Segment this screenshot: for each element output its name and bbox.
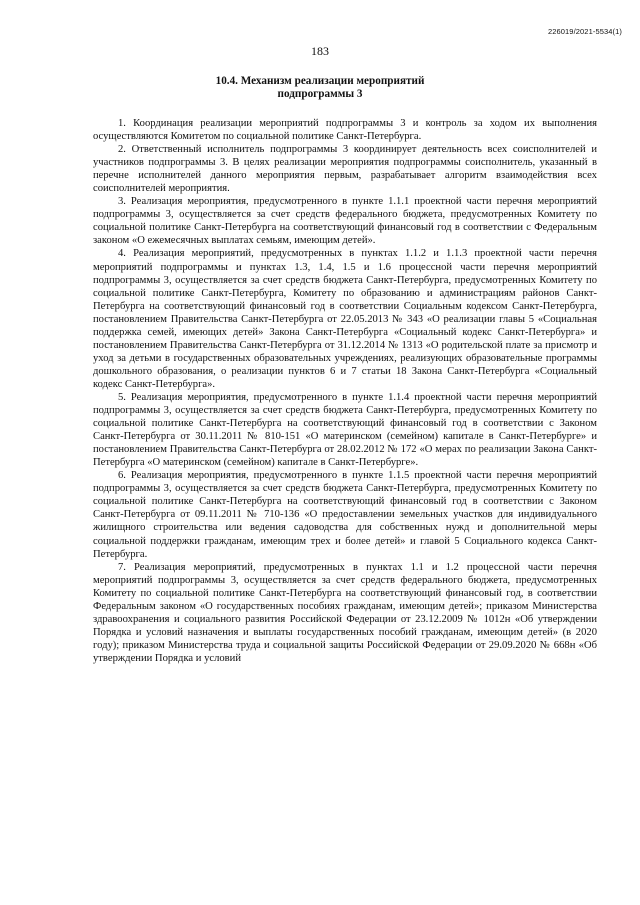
section-title-line-2: подпрограммы 3 [277, 88, 363, 100]
document-id: 226019/2021-5534(1) [547, 27, 622, 36]
paragraph: 4. Реализация мероприятий, предусмотренных в пунктах 1.1.2 и 1.1.3 проектной части перечня мероприятий подпрограммы и пунктах 1.3, 1.4, 1.5 и 1.6 процессной части перечня мероприятий подпрограммы 3, осуществляется за счет средств бюджета Санкт-Петербурга, предусмотренных Комитету по социальной политике Санкт-Петербурга, Комитету по образованию и администрациям районов Санкт-Петербурга на соответствующий финансовый год в соответствии Социальным кодексом Санкт-Петербурга, постановлением Правительства Санкт-Петербурга от 22.05.2013 № 343 «О реализации главы 5 «Социальная поддержка семей, имеющих детей» Закона Санкт-Петербурга «Социальный кодекс Санкт-Петербурга» и постановлением Правительства Санкт-Петербурга от 31.12.2014 № 1313 «О родительской плате за присмотр и уход за детьми в государственных образовательных учреждениях, реализующих образовательные программы дошкольного образования, о реализации пунктов 6 и 7 статьи 18 Закона Санкт-Петербурга «Социальный кодекс Санкт-Петербурга». [93, 248, 597, 390]
body-text [93, 117, 597, 665]
paragraph: 5. Реализация мероприятия, предусмотренного в пункте 1.1.4 проектной части перечня мероприятий подпрограммы 3, осуществляется за счет средств бюджета Санкт-Петербурга, предусмотренных Комитету по социальной политике Санкт-Петербурга на соответствующий финансовый год в соответствии с Законом Санкт-Петербурга от 30.11.2011 № 810-151 «О материнском (семейном) капитале в Санкт-Петербурге» и постановлением Правительства Санкт-Петербурга от 28.02.2012 № 172 «О мерах по реализации Закона Санкт-Петербурга «О материнском (семейном) капитале в Санкт-Петербурге». [93, 391, 597, 469]
section-title-line-1: 10.4. Механизм реализации мероприятий [215, 75, 425, 87]
page-number: 183 [311, 44, 329, 58]
paragraph: 1. Координация реализации мероприятий подпрограммы 3 и контроль за ходом их выполнения осуществляются Комитетом по социальной политике Санкт-Петербурга. [93, 118, 597, 143]
paragraph: 2. Ответственный исполнитель подпрограммы 3 координирует деятельность всех соисполнителей и участников подпрограммы 3. В целях реализации мероприятия подпрограммы соисполнитель, указанный в перечне исполнителей данного мероприятия первым, разрабатывает алгоритм взаимодействия всех соисполнителей мероприятия. [93, 144, 597, 195]
paragraph: 6. Реализация мероприятия, предусмотренного в пункте 1.1.5 проектной части перечня мероприятий подпрограммы 3, осуществляется за счет средств бюджета Санкт-Петербурга, предусмотренных Комитету по социальной политике Санкт-Петербурга на соответствующий финансовый год в соответствии с Законом Санкт-Петербурга от 09.11.2011 № 710-136 «О предоставлении земельных участков для индивидуального жилищного строительства или ведения садоводства для собственных нужд и дополнительной меры социальной поддержки гражданам, имеющим трех и более детей» и главой 5 Социального кодекса Санкт-Петербурга. [93, 470, 597, 560]
paragraph: 7. Реализация мероприятий, предусмотренных в пунктах 1.1 и 1.2 процессной части перечня мероприятий подпрограммы 3, осуществляется за счет средств федерального бюджета, предусмотренных Комитету по социальной политике Санкт-Петербурга на соответствующий финансовый год, в соответствии Федеральным законом «О государственных пособиях гражданам, имеющим детей»; приказом Министерства здравоохранения и социального развития Российской Федерации от 23.12.2009 № 1012н «Об утверждении Порядка и условий назначения и выплаты государственных пособий гражданам, имеющим детей» (в 2020 году); приказом Министерства труда и социальной защиты Российской Федерации от 29.09.2020 № 668н «Об утверждении Порядка и условий [93, 561, 597, 664]
section-title [0, 75, 640, 101]
paragraph: 3. Реализация мероприятия, предусмотренного в пункте 1.1.1 проектной части перечня мероприятий подпрограммы 3, осуществляется за счет средств федерального бюджета, предусмотренных Комитету по социальной политике Санкт-Петербурга на соответствующий финансовый год в соответствии с Федеральным законом «О ежемесячных выплатах семьям, имеющим детей». [93, 196, 597, 247]
